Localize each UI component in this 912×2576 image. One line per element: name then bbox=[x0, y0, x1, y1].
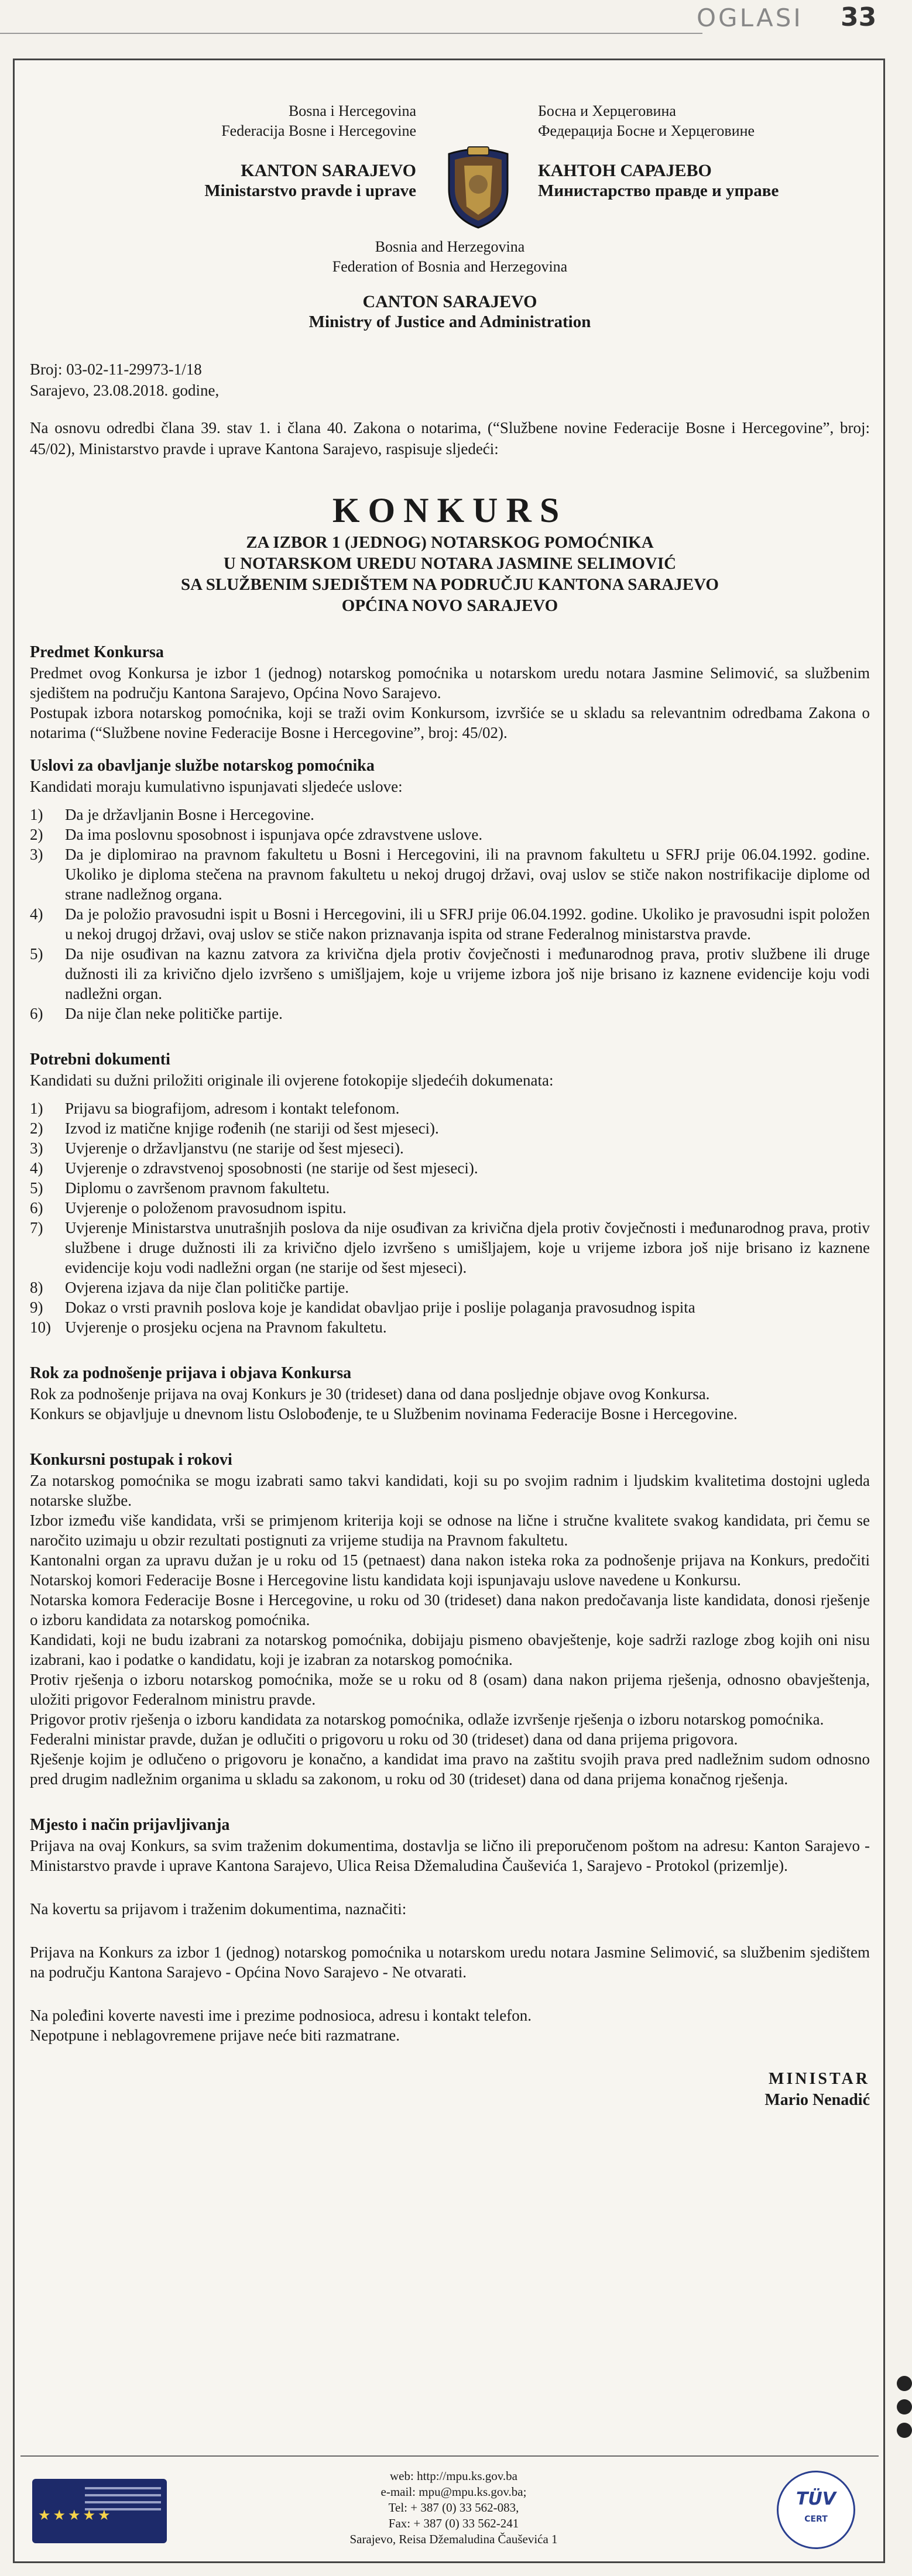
page-header bbox=[0, 0, 912, 41]
list-number: 6) bbox=[30, 1199, 43, 1217]
canton-name-cyrillic: КАНТОН САРАЈЕВО bbox=[538, 161, 712, 180]
subtitle-line: ZA IZBOR 1 (JEDNOG) NOTARSKOG POMOĆNIKA bbox=[246, 533, 654, 552]
envelope-label-text: Prijava na Konkurs za izbor 1 (jednog) notarskog pomoćnika u notarskom uredu notara Jasmine Selimović, sa službenim sjedištem na području Kantona Sarajevo - Općina Novo Sarajevo - Ne otvarati. bbox=[30, 1943, 870, 1981]
list-text: Uvjerenje o zdravstvenoj sposobnosti (ne starije od šest mjeseci). bbox=[65, 1159, 478, 1177]
masthead-latin bbox=[30, 101, 416, 201]
list-number: 4) bbox=[30, 905, 43, 923]
list-number: 5) bbox=[30, 1179, 43, 1197]
list-item bbox=[30, 825, 870, 844]
announcement-content bbox=[30, 84, 870, 2111]
list-text: Da nije član neke političke partije. bbox=[65, 1005, 283, 1022]
section-heading-procedure: Konkursni postupak i rokovi bbox=[30, 1451, 232, 1469]
announcement-box bbox=[13, 59, 885, 2563]
list-text: Uvjerenje o državljanstvu (ne starije od šest mjeseci). bbox=[65, 1139, 404, 1157]
list-text: Izvod iz matične knjige rođenih (ne stariji od šest mjeseci). bbox=[65, 1119, 439, 1137]
email-link[interactable]: e-mail: mpu@mpu.ks.gov.ba; bbox=[380, 2485, 527, 2499]
contact-info bbox=[337, 2468, 571, 2547]
document-number: Broj: 03-02-11-29973-1/18 bbox=[30, 360, 202, 378]
list-number: 5) bbox=[30, 945, 43, 963]
paragraph: Prijava na ovaj Konkurs, sa svim traženim dokumentima, dostavlja se lično ili preporučenom poštom na adresu: Kanton Sarajevo - Ministarstvo pravde i uprave Kantona Sarajevo, Ulica Reisa Džemaludina Čauševića 1, Sarajevo - Protokol (prizemlje). bbox=[30, 1837, 870, 1874]
cert-logo: TÜV bbox=[796, 2489, 836, 2509]
list-item bbox=[30, 1317, 870, 1337]
masthead bbox=[30, 84, 870, 341]
list-number: 9) bbox=[30, 1299, 43, 1316]
country-name: Bosna i Hercegovina bbox=[288, 102, 416, 119]
ministry-name: Ministarstvo pravde i uprave bbox=[204, 181, 416, 200]
signatory-role: MINISTAR bbox=[768, 2070, 870, 2088]
list-item bbox=[30, 1297, 870, 1317]
paragraph: Protiv rješenja o izboru notarskog pomoćnika, može se u roku od 8 (osam) dana nakon prijema rješenja, odnosno obavještenja, uložiti prigovor Federalnom ministru pravde. bbox=[30, 1671, 870, 1708]
subtitle-line: U NOTARSKOM UREDU NOTARA JASMINE SELIMOVIĆ bbox=[223, 554, 677, 573]
document-date: Sarajevo, 23.08.2018. godine, bbox=[30, 382, 220, 399]
list-item bbox=[30, 1004, 870, 1023]
signatory-name: Mario Nenadić bbox=[764, 2091, 870, 2109]
paragraph: Rok za podnošenje prijava na ovaj Konkurs je 30 (trideset) dana od dana posljednje objave ovog Konkursa. bbox=[30, 1385, 710, 1403]
address: Sarajevo, Reisa Džemaludina Čauševića 1 bbox=[349, 2532, 558, 2546]
list-item bbox=[30, 1277, 870, 1297]
list-text: Da ima poslovnu sposobnost i ispunjava opće zdravstvene uslove. bbox=[65, 826, 483, 843]
list-item bbox=[30, 844, 870, 904]
announcement-subtitle bbox=[30, 532, 870, 616]
federation-name-cyrillic: Федерација Босне и Херцеговине bbox=[538, 122, 755, 139]
list-item bbox=[30, 1218, 870, 1277]
list-number: 4) bbox=[30, 1159, 43, 1177]
announcement-title: KONKURS bbox=[332, 491, 568, 530]
subtitle-line: OPĆINA NOVO SARAJEVO bbox=[341, 596, 558, 615]
list-text: Uvjerenje o položenom pravosudnom ispitu. bbox=[65, 1199, 347, 1217]
certification-badge-icon bbox=[777, 2471, 855, 2549]
federation-name: Federacija Bosne i Hercegovine bbox=[221, 122, 416, 139]
federation-name-english: Federation of Bosnia and Herzegovina bbox=[332, 258, 568, 275]
list-item bbox=[30, 1138, 870, 1158]
paragraph: Konkurs se objavljuje u dnevnom listu Oslobođenje, te u Službenim novinama Federacije Bosne i Hercegovine. bbox=[30, 1405, 738, 1423]
paragraph: Kandidati, koji ne budu izabrani za notarskog pomoćnika, dobijaju pismeno obavještenje, koje sadrži razloge zbog kojih oni nisu izabrani, kao i podatke o kandidatu, koji je izabran za notarskog pomoćnika. bbox=[30, 1631, 870, 1668]
list-text: Uvjerenje Ministarstva unutrašnjih poslova da nije osuđivan za krivična djela protiv čovječnosti i međunarodnog prava, protiv službene i druge dužnosti ili za krivično djelo izvršeno s umišljajem, koje u vrijeme izbora još nije brisano iz kaznene evidencije koju vodi nadležni organ (ne starije od šest mjeseci). bbox=[65, 1219, 870, 1276]
ministry-name-english: Ministry of Justice and Administration bbox=[308, 312, 591, 331]
section-heading-documents: Potrebni dokumenti bbox=[30, 1050, 170, 1069]
list-text: Da je diplomirao na pravnom fakultetu u Bosni i Hercegovini, ili na pravnom fakultetu u SFRJ prije 06.04.1992. godine. Ukoliko je diploma stečena na pravnom fakultetu u nekoj drugoj državi, ovaj uslov se stiče nakon nostrifikacije diplome od strane nadležnog organa. bbox=[65, 846, 870, 903]
paragraph: Nepotpune i neblagovremene prijave neće biti razmatrane. bbox=[30, 2027, 400, 2044]
country-name-cyrillic: Босна и Херцеговина bbox=[538, 102, 676, 119]
masthead-cyrillic bbox=[538, 101, 866, 201]
list-item bbox=[30, 904, 870, 944]
phone-number: Tel: + 387 (0) 33 562-083, bbox=[388, 2501, 519, 2515]
list-number: 3) bbox=[30, 1139, 43, 1157]
website-link[interactable]: web: http://mpu.ks.gov.ba bbox=[390, 2469, 517, 2483]
header-rule bbox=[0, 33, 702, 34]
document-meta bbox=[30, 359, 870, 401]
edge-dot bbox=[897, 2399, 912, 2414]
list-number: 10) bbox=[30, 1318, 51, 1336]
list-number: 2) bbox=[30, 1119, 43, 1137]
list-text: Uvjerenje o prosjeku ocjena na Pravnom fakultetu. bbox=[65, 1318, 387, 1336]
section-heading-submission: Mjesto i način prijavljivanja bbox=[30, 1816, 230, 1834]
conditions-list bbox=[30, 805, 870, 1023]
masthead-english bbox=[30, 237, 870, 332]
page-edge-marks bbox=[897, 2376, 912, 2446]
paragraph: Postupak izbora notarskog pomoćnika, koji se traži ovim Konkursom, izvršiće se u skladu sa relevantnim odredbama Zakona o notarima (“Službene novine Federacije Bosne i Hercegovine”, broj: 45/02). bbox=[30, 704, 870, 741]
section-heading-conditions: Uslovi za obavljanje službe notarskog pomoćnika bbox=[30, 757, 375, 775]
list-text: Dokaz o vrsti pravnih poslova koje je kandidat obavljao prije i poslije polaganja pravosudnog ispita bbox=[65, 1299, 695, 1316]
list-number: 1) bbox=[30, 806, 43, 823]
paragraph: Za notarskog pomoćnika se mogu izabrati samo takvi kandidati, koji su po svojim radnim i ljudskim kvalitetima dostojni ugleda notarske službe. bbox=[30, 1472, 870, 1509]
list-item bbox=[30, 1198, 870, 1218]
canton-name-english: CANTON SARAJEVO bbox=[362, 292, 537, 311]
paragraph: Kandidati su dužni priložiti originale ili ovjerene fotokopije sljedećih dokumenata: bbox=[30, 1071, 554, 1089]
coat-of-arms-icon bbox=[441, 142, 516, 230]
footer-rule bbox=[20, 2455, 879, 2457]
list-item bbox=[30, 944, 870, 1004]
signature-block bbox=[30, 2069, 870, 2111]
paragraph: Predmet ovog Konkursa je izbor 1 (jednog) notarskog pomoćnika u notarskom uredu notara Jasmine Selimović, sa službenim sjedištem na području Kantona Sarajevo, Općina Novo Sarajevo. bbox=[30, 664, 870, 702]
list-item bbox=[30, 1118, 870, 1138]
fax-number: Fax: + 387 (0) 33 562-241 bbox=[388, 2516, 519, 2530]
paragraph: Rješenje kojim je odlučeno o prigovoru je konačno, a kandidat ima pravo na zaštitu svojih prava pred nadležnim sudom odnosno pred drugim nadležnim organima u skladu sa zakonom, u roku od 30 (trideset) dana od dana prijema konačnog rješenja. bbox=[30, 1750, 870, 1788]
ministry-name-cyrillic: Министарство правде и управе bbox=[538, 181, 779, 200]
list-item bbox=[30, 1158, 870, 1178]
intro-paragraph: Na osnovu odredbi člana 39. stav 1. i člana 40. Zakona o notarima, (“Službene novine Federacije Bosne i Hercegovine”, broj: 45/02), Ministarstvo pravde i uprave Kantona Sarajevo, raspisuje sljedeći: bbox=[30, 419, 870, 458]
paragraph: Na poleđini koverte navesti ime i prezime podnosioca, adresu i kontakt telefon. bbox=[30, 2007, 532, 2024]
section-name: OGLASI bbox=[697, 4, 803, 32]
list-item bbox=[30, 805, 870, 825]
country-name-english: Bosnia and Herzegovina bbox=[375, 238, 525, 255]
list-item bbox=[30, 1178, 870, 1198]
edge-dot bbox=[897, 2376, 912, 2391]
subtitle-line: SA SLUŽBENIM SJEDIŠTEM NA PODRUČJU KANTONA SARAJEVO bbox=[181, 575, 719, 594]
list-item bbox=[30, 1098, 870, 1118]
paragraph: Notarska komora Federacije Bosne i Hercegovine, u roku od 30 (trideset) dana nakon predočavanja liste kandidata, donosi rješenje o izboru kandidata za notarskog pomoćnika. bbox=[30, 1591, 870, 1629]
cert-text: CERT bbox=[804, 2515, 828, 2524]
list-text: Da je državljanin Bosne i Hercegovine. bbox=[65, 806, 314, 823]
list-number: 8) bbox=[30, 1279, 43, 1296]
section-heading-deadline: Rok za podnošenje prijava i objava Konkursa bbox=[30, 1364, 352, 1382]
list-number: 2) bbox=[30, 826, 43, 843]
list-text: Da je položio pravosudni ispit u Bosni i Hercegovini, ili u SFRJ prije 06.04.1992. godine. Ukoliko je pravosudni ispit položen u nekoj drugoj državi, ovaj uslov se stiče nakon priznavanja ispita od strane Federalnog ministarstva pravde. bbox=[65, 905, 870, 943]
footer bbox=[20, 2455, 879, 2552]
list-number: 7) bbox=[30, 1219, 43, 1237]
paragraph: Izbor između više kandidata, vrši se primjenom kriterija koji se odnose na lične i stručne kvalitete svakog kandidata, pri čemu se naročito uzimaju u obzir rezultati postignuti za vrijeme studija na Pravnom fakultetu. bbox=[30, 1512, 870, 1549]
page-number: 33 bbox=[841, 2, 877, 32]
list-text: Da nije osuđivan na kaznu zatvora za krivična djela protiv čovječnosti i međunarodnog prava, protiv službene ili druge dužnosti ili za krivično djelo izvršeno s umišljajem, koje u vrijeme izbora još nije brisano iz kaznene evidencije koju vodi nadležni organ. bbox=[65, 945, 870, 1002]
list-number: 1) bbox=[30, 1100, 43, 1117]
list-text: Prijavu sa biografijom, adresom i kontakt telefonom. bbox=[65, 1100, 400, 1117]
envelope-instruction: Na kovertu sa prijavom i traženim dokumentima, naznačiti: bbox=[30, 1900, 407, 1918]
paragraph: Kandidati moraju kumulativno ispunjavati sljedeće uslove: bbox=[30, 778, 403, 795]
stars-icon: ★★★★★ bbox=[38, 2508, 113, 2523]
list-number: 6) bbox=[30, 1005, 43, 1022]
list-text: Diplomu o završenom pravnom fakultetu. bbox=[65, 1179, 330, 1197]
documents-list bbox=[30, 1098, 870, 1337]
canton-name: KANTON SARAJEVO bbox=[241, 161, 416, 180]
paragraph: Federalni ministar pravde, dužan je odlučiti o prigovoru u roku od 30 (trideset) dana od dana prijema prigovora. bbox=[30, 1730, 738, 1748]
section-heading-subject: Predmet Konkursa bbox=[30, 643, 164, 661]
list-number: 3) bbox=[30, 846, 43, 863]
list-text: Ovjerena izjava da nije član političke partije. bbox=[65, 1279, 349, 1296]
paragraph: Prigovor protiv rješenja o izboru kandidata za notarskog pomoćnika, odlaže izvršenje rješenja o izboru notarskog pomoćnika. bbox=[30, 1711, 824, 1728]
edge-dot bbox=[897, 2423, 912, 2438]
paragraph: Kantonalni organ za upravu dužan je u roku od 15 (petnaest) dana nakon isteka roka za podnošenje prijava na Konkurs, predočiti Notarskoj komori Federacije Bosne i Hercegovine listu kandidata koji ispunjavaju uslove navedene u Konkursu. bbox=[30, 1551, 870, 1589]
eu-stars-logo-icon bbox=[32, 2479, 167, 2543]
